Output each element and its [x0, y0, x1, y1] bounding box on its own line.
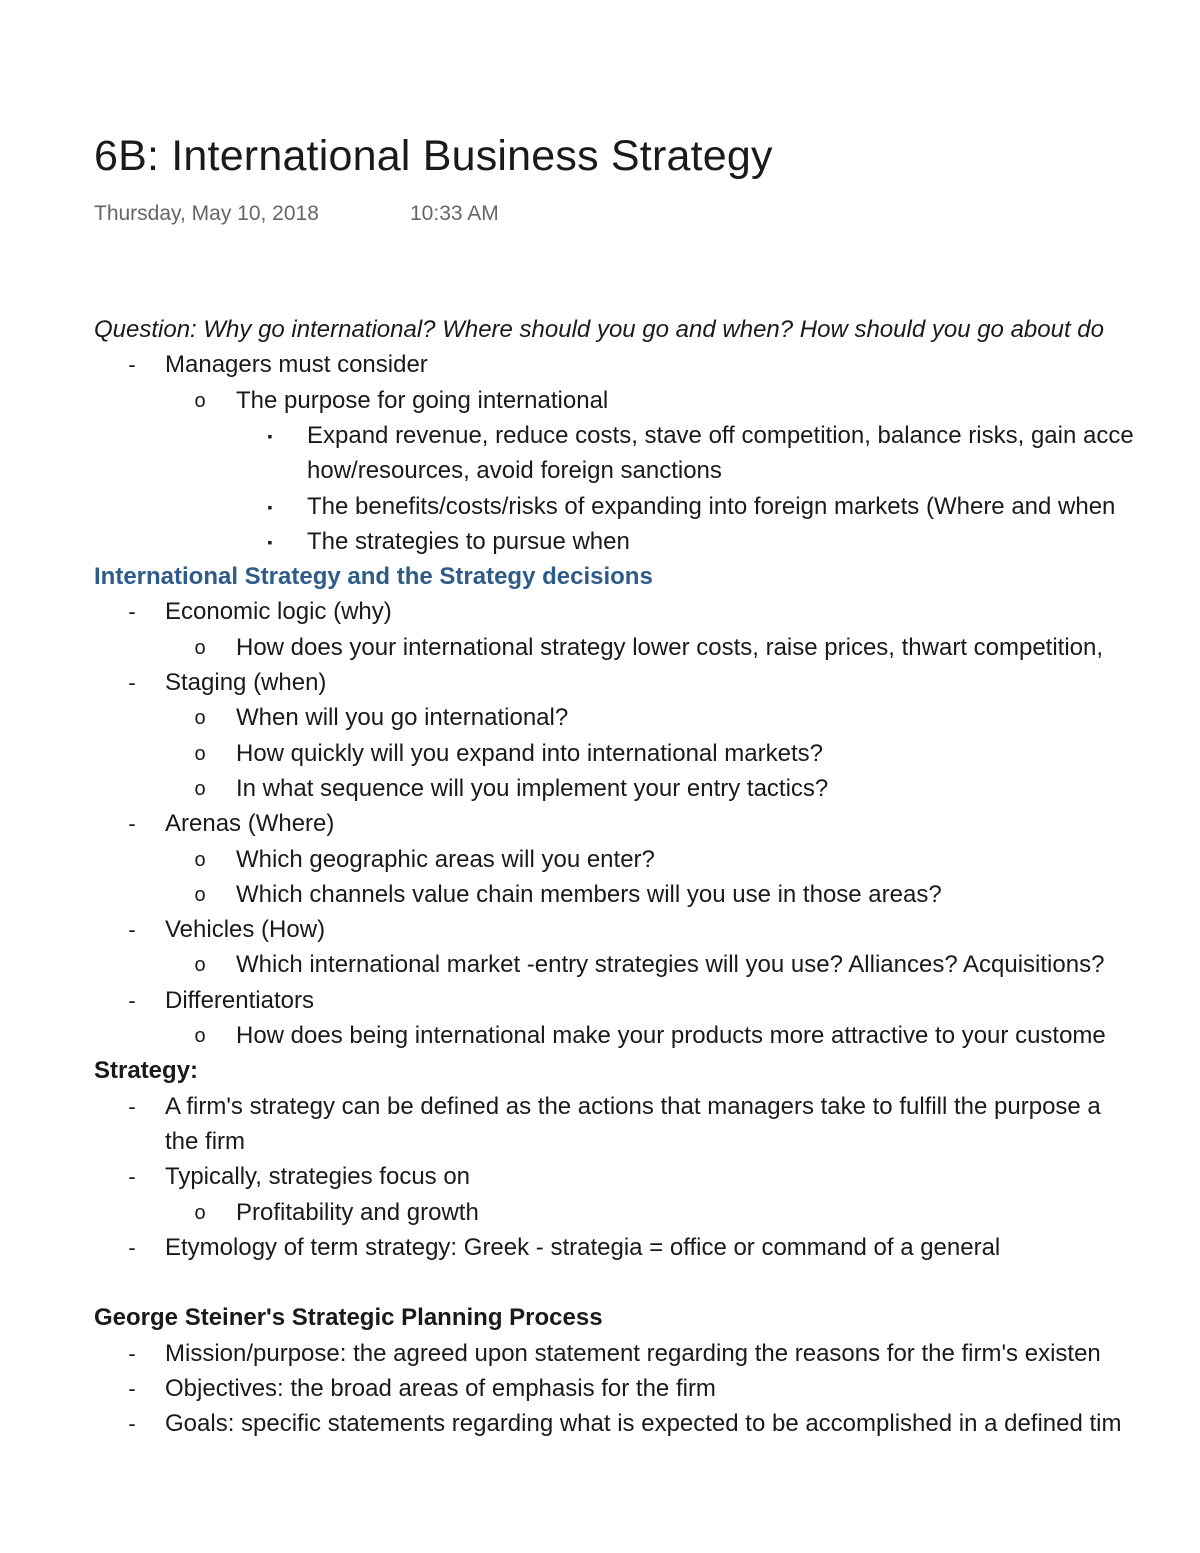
list-item [0, 877, 1200, 913]
line-text: The strategies to pursue when [307, 527, 630, 555]
line-text: A firm's strategy can be defined as the actions that managers take to fulfill the purpose a [165, 1092, 1101, 1120]
line-text: Expand revenue, reduce costs, stave off competition, balance risks, gain acce [307, 421, 1134, 449]
line-text: Economic logic (why) [165, 598, 392, 626]
circle-bullet: o [194, 1025, 206, 1047]
list-item [0, 418, 1200, 454]
line-text: The benefits/costs/risks of expanding into foreign markets (Where and when [307, 492, 1116, 520]
dash-bullet: - [128, 1411, 136, 1437]
circle-bullet: o [194, 742, 206, 765]
list-item [0, 1371, 1200, 1407]
list-item [0, 700, 1200, 736]
dash-bullet: - [128, 670, 136, 695]
line-text: International Strategy and the Strategy decisions [94, 563, 653, 591]
note-date: Thursday, May 10, 2018 [94, 202, 319, 225]
line-text: How does being international make your products more attractive to your custome [236, 1022, 1106, 1049]
line-text: Which geographic areas will you enter? [236, 845, 655, 873]
list-item [0, 947, 1200, 983]
circle-bullet: o [194, 954, 206, 977]
list-item [0, 594, 1200, 630]
line-text: Strategy: [94, 1057, 199, 1085]
dash-bullet: - [128, 352, 136, 378]
list-item [0, 1406, 1200, 1438]
list-item [0, 630, 1200, 666]
line-text: Which international market -entry strategies will you use? Alliances? Acquisitions? [236, 951, 1105, 979]
list-item [0, 665, 1200, 701]
square-bullet: ▪ [267, 427, 273, 444]
question-line [0, 312, 1200, 348]
dash-bullet: - [128, 811, 136, 837]
dash-bullet: - [128, 1164, 136, 1190]
note-body [0, 312, 1200, 1438]
list-item [0, 1124, 1200, 1160]
circle-bullet: o [194, 389, 206, 412]
list-item [0, 347, 1200, 383]
list-item [0, 1018, 1200, 1054]
line-text: When will you go international? [236, 704, 569, 732]
line-text: Differentiators [165, 986, 314, 1014]
list-item [0, 771, 1200, 807]
circle-bullet: o [194, 707, 206, 730]
list-item [0, 912, 1200, 948]
line-text: Staging (when) [165, 669, 327, 696]
page-title: 6B: International Business Strategy [94, 132, 773, 180]
note-time: 10:33 AM [410, 202, 499, 225]
dash-bullet: - [128, 1234, 136, 1260]
circle-bullet: o [194, 777, 206, 800]
dash-bullet: - [128, 599, 136, 625]
line-text: Managers must consider [165, 351, 428, 379]
list-item [0, 806, 1200, 842]
circle-bullet: o [194, 1201, 206, 1224]
line-text: Objectives: the broad areas of emphasis for the firm [165, 1375, 716, 1402]
line-text: How quickly will you expand into international markets? [236, 739, 823, 767]
section-heading [0, 559, 1200, 595]
list-item [0, 983, 1200, 1019]
list-item [0, 1336, 1200, 1372]
line-text: Etymology of term strategy: Greek - strategia = office or command of a general [165, 1233, 1001, 1261]
line-text: Mission/purpose: the agreed upon statement regarding the reasons for the firm's existen [165, 1339, 1101, 1367]
list-item [0, 383, 1200, 419]
list-item [0, 524, 1200, 560]
line-text: How does your international strategy lower costs, raise prices, thwart competition, [236, 633, 1104, 661]
line-text: Question: Why go international? Where should you go and when? How should you go about do [94, 316, 1104, 343]
dash-bullet: - [128, 1340, 136, 1366]
line-text: how/resources, avoid foreign sanctions [307, 457, 722, 485]
circle-bullet: o [194, 848, 206, 871]
list-item [0, 1159, 1200, 1195]
list-item [0, 453, 1200, 489]
section-heading [0, 1300, 1200, 1336]
dash-bullet: - [128, 1093, 136, 1119]
list-item [0, 842, 1200, 878]
line-text: George Steiner's Strategic Planning Process [94, 1304, 603, 1332]
circle-bullet: o [194, 636, 206, 659]
line-text: Profitability and growth [236, 1198, 479, 1226]
list-item [0, 736, 1200, 772]
line-text: In what sequence will you implement your entry tactics? [236, 774, 829, 802]
line-text: Arenas (Where) [165, 810, 335, 838]
line-text: Goals: specific statements regarding what is expected to be accomplished in a defined tim [165, 1410, 1122, 1438]
list-item [0, 489, 1200, 525]
dash-bullet: - [128, 1376, 136, 1401]
line-text: Which channels value chain members will you use in those areas? [236, 880, 942, 908]
circle-bullet: o [194, 883, 206, 906]
dash-bullet: - [128, 917, 136, 943]
line-text: Typically, strategies focus on [165, 1163, 471, 1191]
list-item [0, 1089, 1200, 1125]
list-item [0, 1230, 1200, 1266]
line-text: the firm [165, 1127, 246, 1155]
section-heading [0, 1053, 1200, 1089]
square-bullet: ▪ [267, 533, 273, 550]
line-text: Vehicles (How) [165, 916, 326, 944]
line-text: The purpose for going international [236, 386, 609, 414]
blank-line [0, 1265, 1200, 1301]
square-bullet: ▪ [267, 498, 273, 515]
dash-bullet: - [128, 987, 136, 1013]
list-item [0, 1195, 1200, 1231]
